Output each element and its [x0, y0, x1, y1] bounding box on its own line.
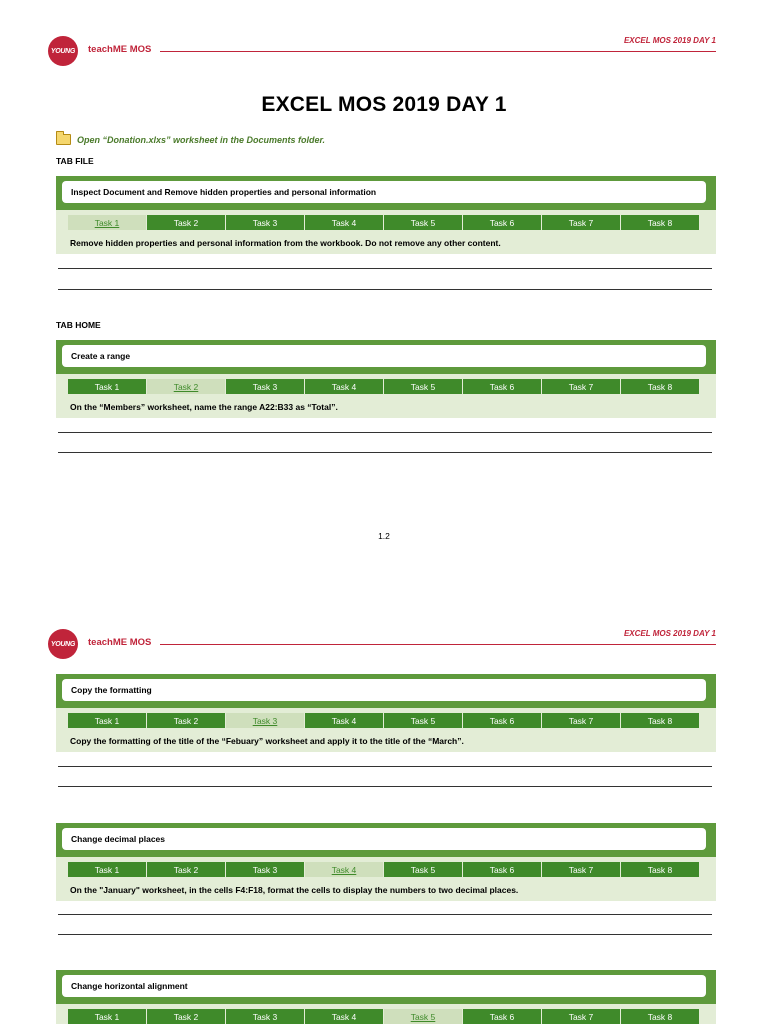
- section-tab-file: TAB FILE: [56, 156, 94, 166]
- answer-line: [58, 432, 712, 433]
- task-tab-8[interactable]: Task 8: [621, 713, 699, 728]
- task-tab-6[interactable]: Task 6: [463, 1009, 541, 1024]
- task-tab-7[interactable]: Task 7: [542, 379, 620, 394]
- card-description: Copy the formatting of the title of the “Febuary” worksheet and apply it to the title of the “March”.: [70, 736, 464, 746]
- card-description: On the "January" worksheet, in the cells F4:F18, format the cells to display the numbers to two decimal places.: [70, 885, 519, 895]
- task-tab-3[interactable]: Task 3: [226, 862, 304, 877]
- task-card: [56, 823, 716, 901]
- task-card: [56, 340, 716, 418]
- task-bar: [68, 1009, 699, 1024]
- task-tab-4[interactable]: Task 4: [305, 1009, 383, 1024]
- task-tab-4[interactable]: Task 4: [305, 862, 383, 877]
- task-tab-2[interactable]: Task 2: [147, 862, 225, 877]
- task-tab-2[interactable]: Task 2: [147, 379, 225, 394]
- header-rule: [160, 644, 716, 645]
- card-header: [56, 340, 716, 374]
- card-header: [56, 970, 716, 1004]
- task-tab-6[interactable]: Task 6: [463, 862, 541, 877]
- answer-line: [58, 934, 712, 935]
- task-tab-1[interactable]: Task 1: [68, 713, 146, 728]
- task-tab-7[interactable]: Task 7: [542, 713, 620, 728]
- brand-name: teachME MOS: [88, 637, 152, 648]
- task-tab-5[interactable]: Task 5: [384, 1009, 462, 1024]
- task-tab-1[interactable]: Task 1: [68, 1009, 146, 1024]
- task-tab-6[interactable]: Task 6: [463, 713, 541, 728]
- task-tab-8[interactable]: Task 8: [621, 1009, 699, 1024]
- page-header: [48, 36, 716, 66]
- task-tab-5[interactable]: Task 5: [384, 379, 462, 394]
- task-tab-5[interactable]: Task 5: [384, 862, 462, 877]
- instruction-note: [56, 134, 325, 145]
- task-tab-5[interactable]: Task 5: [384, 215, 462, 230]
- task-tab-1[interactable]: Task 1: [68, 862, 146, 877]
- young-logo-icon: YOUNG: [48, 36, 78, 66]
- task-tab-7[interactable]: Task 7: [542, 862, 620, 877]
- header-title: EXCEL MOS 2019 DAY 1: [623, 629, 716, 638]
- task-bar: [68, 379, 699, 394]
- card-header: [56, 176, 716, 210]
- page-header: [48, 629, 716, 659]
- task-tab-3[interactable]: Task 3: [226, 1009, 304, 1024]
- task-tab-4[interactable]: Task 4: [305, 215, 383, 230]
- task-tab-4[interactable]: Task 4: [305, 379, 383, 394]
- folder-icon: [56, 134, 71, 145]
- document-title: EXCEL MOS 2019 DAY 1: [261, 93, 507, 116]
- card-title: Change horizontal alignment: [62, 975, 706, 997]
- card-title: Change decimal places: [62, 828, 706, 850]
- task-tab-6[interactable]: Task 6: [463, 215, 541, 230]
- task-tab-5[interactable]: Task 5: [384, 713, 462, 728]
- task-bar: [68, 862, 699, 877]
- answer-line: [58, 786, 712, 787]
- card-header: [56, 674, 716, 708]
- task-tab-6[interactable]: Task 6: [463, 379, 541, 394]
- task-bar: [68, 713, 699, 728]
- answer-line: [58, 289, 712, 290]
- task-tab-3[interactable]: Task 3: [226, 215, 304, 230]
- card-title: Create a range: [62, 345, 706, 367]
- task-tab-7[interactable]: Task 7: [542, 215, 620, 230]
- instruction-note-text: Open “Donation.xlxs” worksheet in the Documents folder.: [77, 134, 326, 145]
- task-tab-7[interactable]: Task 7: [542, 1009, 620, 1024]
- task-tab-8[interactable]: Task 8: [621, 379, 699, 394]
- card-header: [56, 823, 716, 857]
- task-tab-8[interactable]: Task 8: [621, 215, 699, 230]
- task-tab-4[interactable]: Task 4: [305, 713, 383, 728]
- card-description: On the “Members” worksheet, name the range A22:B33 as “Total”.: [70, 402, 338, 412]
- answer-line: [58, 766, 712, 767]
- task-card: [56, 176, 716, 254]
- task-card: [56, 970, 716, 1024]
- section-tab-home: TAB HOME: [56, 320, 101, 330]
- task-tab-2[interactable]: Task 2: [147, 215, 225, 230]
- card-description: Remove hidden properties and personal information from the workbook. Do not remove any other content.: [70, 238, 501, 248]
- task-tab-1[interactable]: Task 1: [68, 215, 146, 230]
- task-tab-1[interactable]: Task 1: [68, 379, 146, 394]
- task-card: [56, 674, 716, 752]
- brand-name: teachME MOS: [88, 44, 152, 55]
- task-tab-2[interactable]: Task 2: [147, 713, 225, 728]
- task-tab-3[interactable]: Task 3: [226, 713, 304, 728]
- page-number: 1.2: [378, 531, 390, 541]
- card-title: Inspect Document and Remove hidden properties and personal information: [62, 181, 706, 203]
- task-bar: [68, 215, 699, 230]
- header-title: EXCEL MOS 2019 DAY 1: [623, 36, 716, 45]
- task-tab-2[interactable]: Task 2: [147, 1009, 225, 1024]
- task-tab-8[interactable]: Task 8: [621, 862, 699, 877]
- answer-line: [58, 268, 712, 269]
- task-tab-3[interactable]: Task 3: [226, 379, 304, 394]
- young-logo-icon: YOUNG: [48, 629, 78, 659]
- header-rule: [160, 51, 716, 52]
- answer-line: [58, 914, 712, 915]
- answer-line: [58, 452, 712, 453]
- card-title: Copy the formatting: [62, 679, 706, 701]
